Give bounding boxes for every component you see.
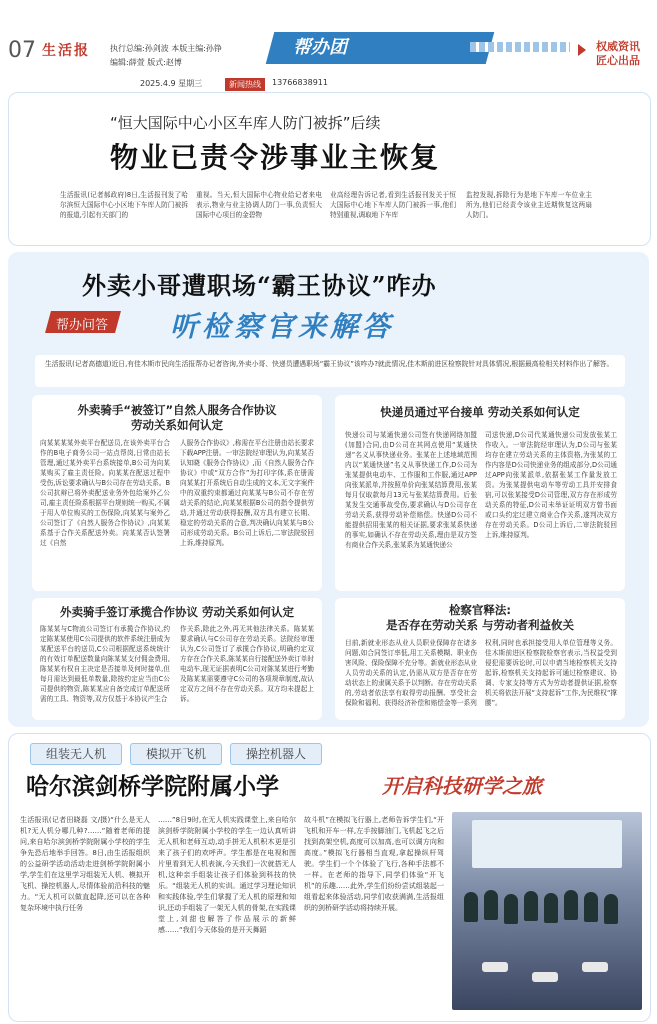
issue-date: 2025.4.9 星期三: [140, 79, 203, 88]
article-three-column: 故斗机”在模拟飞行器上,老师告诉学生们,“开飞机和开车一样,左手按脚油门,飞机起飞之后找到高架空机,高度可以加高,也可以调方向和高度。”模拟飞行器相当直观,拿起操纵杆驾驶。学生们一个个体验了飞行,各种手法都不一样。在老师的指导下,同学们体验“开飞机”的乐趣……此外,学生们纷纷尝试组装起一组看起来体验活动,同学们收获满满,生活报组织的剑桥研学活动将持续开展。: [304, 816, 444, 912]
photo-student: [604, 894, 618, 924]
qa-card-title: 外卖骑手“被签订”自然人服务合作协议: [77, 403, 277, 417]
photo-student: [584, 892, 598, 922]
qa-card-column: 陈某某与C物流公司签订有承揽合作协议,约定陈某某使用C公司提供的软件系统注册成为某配送平台的送员,C公司根据配送系统统计的有效订单配送数量向陈某某支付佣金费用,陈某某有权自主决定是否接单及何时接单,但每月需达到最低单数量,除按约定应当由C公司提供的物资,陈某某应自备完成订单配送所需的工具、物资等,双方仅基于本协议产生合: [40, 625, 170, 703]
article-one-column: 业高经理告诉记者,看到生活报刊发关于恒大国际中心地下车库人防门被拆一事,他们特别重视,调取地下车库: [330, 191, 456, 219]
photo-robot: [482, 962, 508, 972]
photo-student: [464, 892, 478, 922]
qa-card-title: 是否存在劳动关系 与劳动者利益攸关: [385, 618, 574, 632]
article-one-column: 生活报讯(记者郝政府)8日,生活报刊发了哈尔滨恒大国际中心小区地下车库人防门被拆的报道,引起有关部门的: [60, 191, 188, 219]
article-one-headline: 物业已责令涉事业主恢复: [110, 141, 441, 174]
hotline-label: 新闻热线: [225, 78, 265, 91]
article-three-column: ……”8日9时,在无人机实践课堂上,来自哈尔滨剑桥学院附属小学校的学生一边认真听讲无人机和老师互动,动手拼无人机积木更是引来了孩子们的欢呼声。学生都是在电视和图片里看到无人机表演,今天我们一次就搭无人机,这种亲手组装让孩子们体验到科技的快乐。“组装无人机的实训。通过学习理论知识和实践体验,学生们掌握了无人机的原理和知识,还动手组装了一架无人机的骨架,在实践课堂上,刘甜也解答了作品展示的新鲜感……“我们今天体验的是开天舞蹈: [158, 816, 296, 934]
decorative-stripe: [470, 42, 570, 52]
photo-robot: [532, 972, 558, 982]
page-number: 07: [8, 38, 36, 63]
article-three-headline: 哈尔滨剑桥学院附属小学: [26, 773, 279, 800]
slogan-line: 匠心出品: [596, 54, 640, 67]
photo-student: [524, 891, 538, 921]
photo-student: [564, 890, 578, 920]
photo-student: [484, 890, 498, 920]
news-photo: [452, 812, 642, 1010]
qa-card-column: 权利,同时也承担接受用人单位管理等义务。佳木斯前进区检察院检察官表示,当权益受到侵犯需要诉讼时,可以申请当地检察机关支持起诉,检察机关支持起诉可通过检察建议、协调、专家支持等方式为劳动者提供证据,检察机关将依法开展“支持起诉”工作,为民维权“撑腰”。: [485, 639, 617, 707]
editor-credits: [110, 42, 222, 70]
qa-card-column: 人服务合作协议》,称需在平台注册由站长要求下载APP注册。一审法院经审理认为,向某某否认知晓《服务合作协议》,而《自然人服务合作协议》中或“双方合作”为打印字体,系在册需向某某打开系统后自动生成的文本,无文字案件中的双重约束都通过向某某与B公司不存在劳动关系的结论,向某某根据B公司的指令提供劳动,并通过劳动获得报酬,双方具有建立长期、稳定的劳动关系的合意,判决确认向某某与B公司形成劳动关系。B公司上诉后,二审法院驳回上诉,维持原判。: [180, 439, 314, 547]
intro-text: 生活报讯(记者高德道)近日,有佳木斯市民向生活报帮办记者咨询,外卖小哥、快递员遭遇职场“霸王协议”该咋办?就此情况,佳木斯前进区检察院针对具体情况,根据最高检相关材料作出了解答。: [45, 360, 614, 368]
column-name: 帮办团: [293, 37, 347, 58]
article-two-headline: 外卖小哥遭职场“霸王协议”咋办: [82, 271, 437, 300]
editors-line: 执行总编:孙剑波 本版主编:孙铮: [110, 44, 222, 53]
article-one-subtitle: “恒大国际中心小区车库人防门被拆”后续: [110, 114, 381, 132]
activity-tag: 操控机器人: [230, 743, 322, 765]
qa-card-title: 劳动关系如何认定: [131, 418, 223, 432]
photo-screen: [472, 820, 622, 868]
editors-line: 编辑:薛萱 版式:赵博: [110, 58, 182, 67]
photo-student: [544, 893, 558, 923]
article-two-subheadline: 听检察官来解答: [170, 310, 395, 343]
qa-card-column: 目前,新就业形态从业人员职业保障存在诸多问题,如合同签订率低,用工关系模糊、职业伤害风险、保险保障不充分等。新就业形态从业人员劳动关系的认定,仍需从双方是否存在劳动状态上的隶属关系予以判断。存在劳动关系的,劳动者依法享有取得劳动报酬、享受社会保险和福利、获得经济补偿和赔偿金等一系列: [345, 639, 477, 707]
hotline-number: 13766838911: [272, 78, 328, 87]
article-three-column: 生活报讯(记者田晓磊 文/摄)“什么是无人机?无人机分哪几种?……”随着老师的提问,来自哈尔滨剑桥学院附属小学校的学生争先恐后地举手回答。8日,由生活报组织的公益研学活动活动走进剑桥学院附属小学,学生们在这里学习组装无人机、模拟开飞机、操控机器人,尽情体验前沿科技的魅力。“无人机可以做直起降,还可以在各种复杂环境中执行任务: [20, 816, 150, 912]
article-three-headline-accent: 开启科技研学之旅: [382, 774, 542, 798]
article-one-column: 重视。当天,恒大国际中心物业给记者来电表示,物业与业主协调人防门一事,负责恒大国际中心项目的金碧物: [196, 191, 322, 219]
paper-name: 生活报: [42, 43, 90, 59]
qa-card-column: 司送快递,D公司代某通快递公司发放张某工作收入。一审法院经审理认为,D公司与张某均存在建立劳动关系的主体资格,为张某的工作内容是D公司快递业务的组成部分,D公司通过APP向张某派单,依据张某工作量发放工资。为张某提供电动车等劳动工具并安排食宿,可以张某接受D公司管理,双方存在形成劳动关系的特征,D公司未举证证明双方曾书面或口头约定过建立商业合作关系,遂判决双方存在劳动关系。D公司上诉后,二审法院驳回上诉,维持原判。: [485, 431, 617, 539]
arrow-icon: [578, 44, 586, 56]
qa-tag: 帮办问答: [56, 318, 109, 333]
qa-card-column: 快递公司与某通快递公司签有快递网络加盟(加盟)合同,由D公司在其网点使用“某通快递”名义从事快递业务。张某在上述地域范围内以“某通快递”名义从事快递工作,D公司为张某提供电动车、工作服和工作服,通过APP向张某派单,并按照单价向张某结算费用,张某每月仅取款每月13元与张某结算费用。后张某发生交通事故受伤,要求确认与D公司存在劳动关系,获得劳动补偿赔偿。快递D公司不能提供招用张某的相关证据,要求张某系快递的事实,如确认不存在劳动关系,理由是双方签有商业合作关系,张某系为某通快递公: [345, 431, 477, 549]
qa-card-title: 外卖骑手签订承揽合作协议 劳动关系如何认定: [59, 605, 294, 619]
activity-tag: 模拟开飞机: [130, 743, 222, 765]
qa-card-title: 快递员通过平台接单 劳动关系如何认定: [380, 405, 580, 419]
article-one-column: 监控发现,拆除行为是地下车库一车位业主所为,他们已经责令该业主近期恢复这两扇人防门。: [466, 191, 592, 219]
slogan: [596, 40, 640, 68]
photo-robot: [582, 962, 608, 972]
photo-student: [504, 894, 518, 924]
activity-tag: 组装无人机: [30, 743, 122, 765]
qa-card-title: 检察官释法:: [448, 603, 512, 617]
qa-card-column: 向某某某某外卖平台配送员,在该外卖平台合作的B电子商务公司一站点帮岗,日常由站长管理,通过某外卖平台系统接单,B公司为向某某购买了雇主责任险。向某某在配送过程中受伤,诉讼要求确认与B公司存在劳动关系。B公司抗辩已将外卖配送业务外包给案外乙公司,雇主责任险系根据平台规则统一购买,不属于用人单位购买的工伤保险,向某某与案外乙公司签订了《自然人服务合作协议》,向某某系基于合作关系配送外卖。向某某否认签署过《自然: [40, 439, 170, 547]
qa-card-column: 作关系,除此之外,再无其他法律关系。陈某某要求确认与C公司存在劳动关系。法院经审理认为,C公司签订了承揽合作协议,明确约定双方存在合作关系,陈某某自行接配送外卖订单时电动车,现无证据表明C公司对陈某某进行考勤及陈某某需要遵守C公司的各项规章制度,故认定双方之间不存在劳动关系。双方均未提起上诉。: [180, 625, 314, 703]
slogan-line: 权威资讯: [596, 40, 640, 53]
